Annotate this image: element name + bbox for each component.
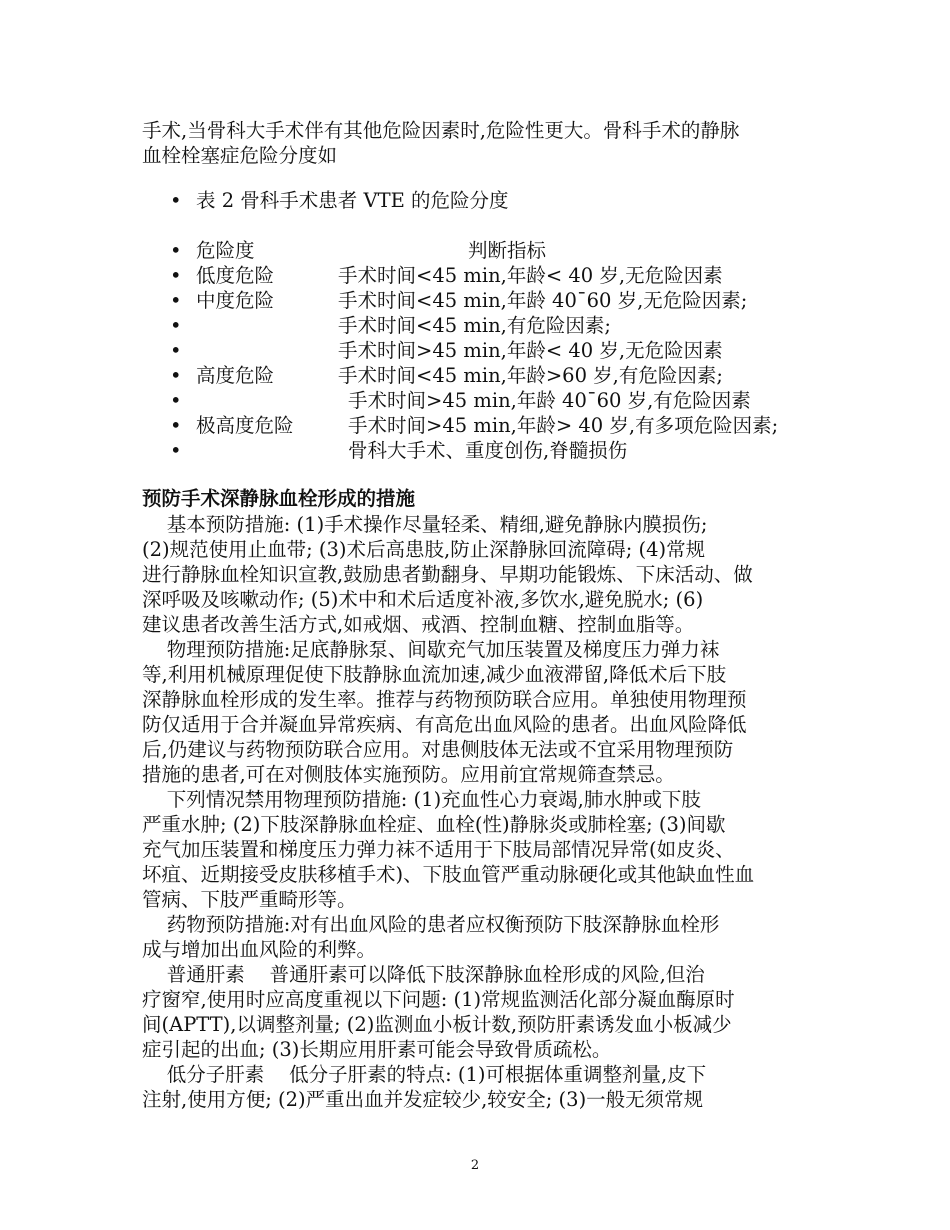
bullet-icon: • [170, 289, 182, 312]
bullet-icon: • [170, 264, 182, 287]
paragraph-line: 进行静脉血栓知识宣教,鼓励患者勤翻身、早期功能锻炼、下床活动、做 [142, 563, 753, 586]
paragraph-line: (2)规范使用止血带; (3)术后高患肢,防止深静脉回流障碍; (4)常规 [142, 538, 706, 561]
table-caption: 表 2 骨科手术患者 VTE 的危险分度 [196, 189, 509, 212]
paragraph-line: 措施的患者,可在对侧肢体实施预防。应用前宜常规筛查禁忌。 [142, 763, 675, 786]
risk-criteria: 手术时间<45 min,有危险因素; [338, 314, 611, 337]
bullet-icon: • [170, 414, 182, 437]
paragraph-lmwh [142, 1062, 812, 1112]
bullet-icon: • [170, 339, 182, 362]
risk-level: 危险度 [196, 239, 255, 262]
paragraph-line: 建议患者改善生活方式,如戒烟、戒酒、控制血糖、控制血脂等。 [142, 613, 695, 636]
risk-criteria: 手术时间>45 min,年龄 40¯60 岁,有危险因素 [348, 389, 751, 412]
bullet-icon: • [170, 314, 182, 337]
bullet-icon: • [170, 239, 182, 262]
paragraph-physical-prevention [142, 637, 812, 787]
page-number: 2 [470, 1158, 480, 1173]
paragraph-line: 深呼吸及咳嗽动作; (5)术中和术后适度补液,多饮水,避免脱水; (6) [142, 588, 704, 611]
paragraph-line: 注射,使用方便; (2)严重出血并发症较少,较安全; (3)一般无须常规 [142, 1088, 704, 1111]
paragraph-line: 物理预防措施:足底静脉泵、间歇充气加压装置及梯度压力弹力袜 [142, 638, 720, 661]
bullet-icon: • [170, 389, 182, 412]
risk-level: 高度危险 [196, 364, 275, 387]
section-heading: 预防手术深静脉血栓形成的措施 [142, 487, 416, 510]
risk-criteria: 判断指标 [468, 239, 547, 262]
paragraph-line: 等,利用机械原理促使下肢静脉血流加速,减少血液滞留,降低术后下肢 [142, 663, 727, 686]
risk-criteria: 手术时间>45 min,年龄> 40 岁,有多项危险因素; [348, 414, 779, 437]
paragraph-line: 间(APTT),以调整剂量; (2)监测血小板计数,预防肝素诱发血小板减少 [142, 1013, 732, 1036]
bullet-icon: • [170, 439, 182, 462]
paragraph-heparin [142, 962, 812, 1062]
paragraph-line: 基本预防措施: (1)手术操作尽量轻柔、精细,避免静脉内膜损伤; [142, 513, 708, 536]
paragraph-line: 深静脉血栓形成的发生率。推荐与药物预防联合应用。单独使用物理预 [142, 688, 747, 711]
paragraph-line: 坏疽、近期接受皮肤移植手术)、下肢血管严重动脉硬化或其他缺血性血 [142, 863, 755, 886]
paragraph-line: 后,仍建议与药物预防联合应用。对患侧肢体无法或不宜采用物理预防 [142, 738, 734, 761]
paragraph-line: 普通肝素 普通肝素可以降低下肢深静脉血栓形成的风险,但治 [142, 963, 705, 986]
risk-criteria: 骨科大手术、重度创伤,脊髓损伤 [348, 439, 628, 462]
paragraph-contraindications [142, 787, 812, 912]
risk-criteria: 手术时间<45 min,年龄>60 岁,有危险因素; [338, 364, 723, 387]
paragraph-line: 下列情况禁用物理预防措施: (1)充血性心力衰竭,肺水肿或下肢 [142, 788, 701, 811]
paragraph-drug-prevention [142, 912, 812, 962]
paragraph-line: 症引起的出血; (3)长期应用肝素可能会导致骨质疏松。 [142, 1038, 612, 1061]
risk-level: 低度危险 [196, 264, 275, 287]
paragraph-basic-prevention [142, 512, 812, 637]
paragraph-line: 疗窗窄,使用时应高度重视以下问题: (1)常规监测活化部分凝血酶原时 [142, 988, 735, 1011]
intro-line-2: 血栓栓塞症危险分度如 [142, 144, 338, 167]
risk-criteria: 手术时间>45 min,年龄< 40 岁,无危险因素 [338, 339, 723, 362]
risk-criteria: 手术时间<45 min,年龄< 40 岁,无危险因素 [338, 264, 723, 287]
risk-level: 极高度危险 [196, 414, 294, 437]
risk-level: 中度危险 [196, 289, 275, 312]
paragraph-line: 低分子肝素 低分子肝素的特点: (1)可根据体重调整剂量,皮下 [142, 1063, 707, 1086]
paragraph-line: 成与增加出血风险的利弊。 [142, 938, 377, 961]
bullet-icon: • [170, 189, 182, 212]
paragraph-line: 药物预防措施:对有出血风险的患者应权衡预防下肢深静脉血栓形 [142, 913, 720, 936]
paragraph-line: 充气加压装置和梯度压力弹力袜不适用于下肢局部情况异常(如皮炎、 [142, 838, 735, 861]
paragraph-line: 防仅适用于合并凝血异常疾病、有高危出血风险的患者。出血风险降低 [142, 713, 747, 736]
risk-criteria: 手术时间<45 min,年龄 40¯60 岁,无危险因素; [338, 289, 748, 312]
bullet-icon: • [170, 364, 182, 387]
paragraph-line: 管病、下肢严重畸形等。 [142, 888, 357, 911]
table-caption-row [170, 188, 509, 213]
paragraph-line: 严重水肿; (2)下肢深静脉血栓症、血栓(性)静脉炎或肺栓塞; (3)间歇 [142, 813, 726, 836]
intro-line-1: 手术,当骨科大手术伴有其他危险因素时,危险性更大。骨科手术的静脉 [142, 119, 740, 142]
